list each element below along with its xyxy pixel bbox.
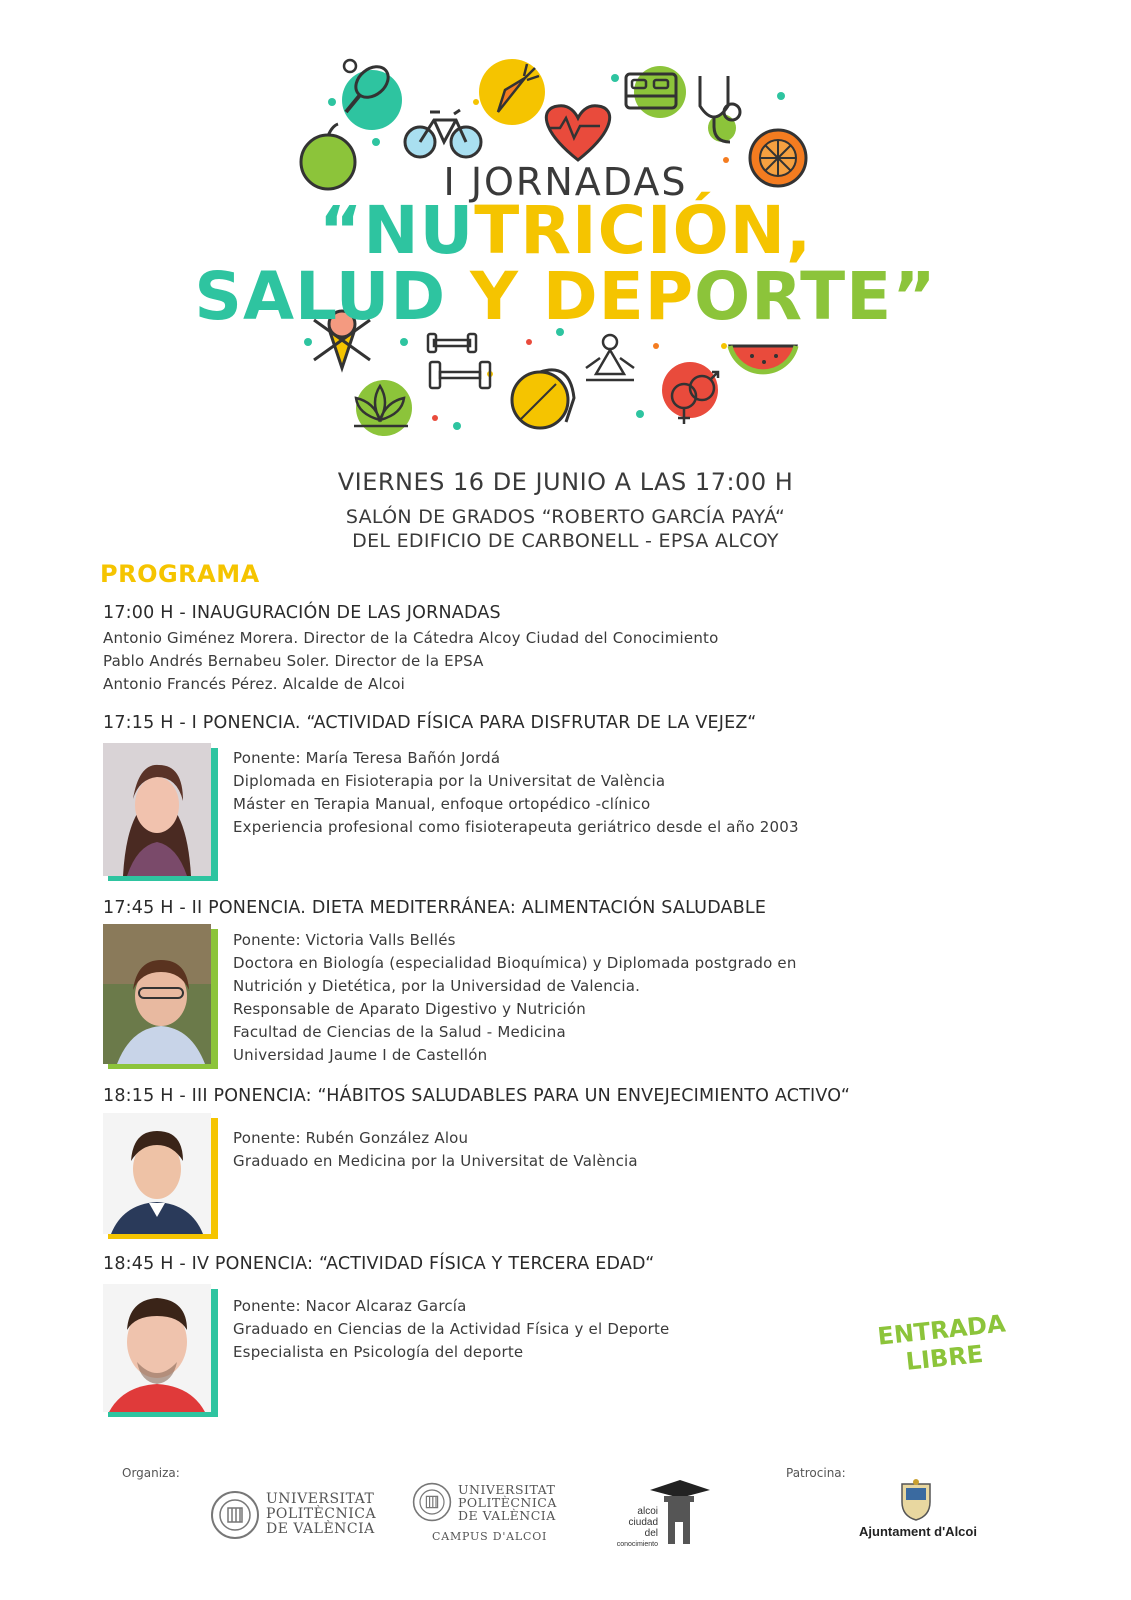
speaker-line: Graduado en Ciencias de la Actividad Física y el Deporte [233, 1320, 670, 1338]
title-part: Y DEP [446, 258, 695, 335]
speaker-photo-ponencia-3 [103, 1113, 211, 1234]
ajuntament-text: Ajuntament d'Alcoi [859, 1524, 977, 1539]
bicycle-icon [405, 110, 481, 157]
patrocina-label: Patrocina: [786, 1466, 846, 1480]
upv-text-line: UNIVERSITAT [266, 1491, 375, 1507]
session-title-ponencia-2: 17:45 H - II PONENCIA. DIETA MEDITERRÁNEA: ALIMENTACIÓN SALUDABLE [103, 898, 767, 918]
title-part: ORTE” [694, 258, 937, 335]
heart-pulse-icon [546, 106, 609, 160]
title-line-salud-deporte [0, 258, 1131, 335]
coat-of-arms-icon [898, 1478, 934, 1522]
speaker-line: Responsable de Aparato Digestivo y Nutrición [233, 1000, 587, 1018]
session-title-ponencia-3: 18:15 H - III PONENCIA: “HÁBITOS SALUDABLES PARA UN ENVEJECIMIENTO ACTIVO“ [103, 1086, 851, 1106]
dumbbell-icon [428, 334, 490, 388]
speaker-photo-ponencia-4 [103, 1284, 211, 1412]
gender-hearts-icon [662, 362, 718, 424]
event-edition-title: I JORNADAS [443, 160, 688, 204]
session-line: Antonio Francés Pérez. Alcalde de Alcoi [103, 675, 406, 693]
speaker-photo-ponencia-1 [103, 743, 211, 876]
yoga-icon [586, 335, 634, 380]
speaker-line: Ponente: Rubén González Alou [233, 1129, 469, 1147]
title-part: SALUD [194, 258, 447, 335]
speaker-line: Ponente: María Teresa Bañón Jordá [233, 749, 501, 767]
session-title-inauguracion: 17:00 H - INAUGURACIÓN DE LAS JORNADAS [103, 603, 501, 623]
campus-text: CAMPUS D'ALCOI [432, 1530, 548, 1543]
upv-text-line: POLITÈCNICA [266, 1506, 377, 1522]
session-title-ponencia-1: 17:15 H - I PONENCIA. “ACTIVIDAD FÍSICA PARA DISFRUTAR DE LA VEJEZ“ [103, 713, 757, 733]
speaker-line: Máster en Terapia Manual, enfoque ortopédico -clínico [233, 795, 651, 813]
upv-campus-alcoi-logo [412, 1482, 562, 1546]
entrada-line1: ENTRADA [876, 1309, 1007, 1351]
event-venue-line1: SALÓN DE GRADOS “ROBERTO GARCÍA PAYÁ“ [345, 506, 786, 528]
programa-heading: PROGRAMA [100, 560, 260, 588]
event-venue-line2: DEL EDIFICIO DE CARBONELL - EPSA ALCOY [352, 530, 779, 552]
speaker-line: Especialista en Psicología del deporte [233, 1343, 524, 1361]
speaker-line: Universidad Jaume I de Castellón [233, 1046, 488, 1064]
tennis-racket-icon [342, 60, 402, 130]
speaker-line: Doctora en Biología (especialidad Bioquímica) y Diplomada postgrado en [233, 954, 797, 972]
title-part: “NU [318, 192, 475, 269]
upv-seal-icon [210, 1490, 260, 1540]
ajuntament-alcoi-logo [858, 1478, 978, 1544]
speaker-line: Diplomada en Fisioterapia por la Universitat de València [233, 772, 666, 790]
alcoi-ciudad-conocimiento-logo [600, 1476, 720, 1548]
bed-icon [626, 66, 686, 118]
upv-text-line: UNIVERSITAT [458, 1482, 556, 1497]
upv-text-line: POLITÈCNICA [458, 1495, 557, 1510]
entrada-line2: LIBRE [904, 1339, 985, 1376]
carrot-icon [479, 59, 545, 125]
upv-seal-icon [412, 1482, 452, 1522]
alcoi-text-line: ciudad del [628, 1517, 658, 1539]
session-title-ponencia-4: 18:45 H - IV PONENCIA: “ACTIVIDAD FÍSICA Y TERCERA EDAD“ [103, 1254, 655, 1274]
speaker-line: Experiencia profesional como fisioterapeuta geriátrico desde el año 2003 [233, 818, 799, 836]
speaker-line: Graduado en Medicina por la Universitat de València [233, 1152, 638, 1170]
event-date: VIERNES 16 DE JUNIO A LAS 17:00 H [337, 468, 794, 496]
lotus-icon [354, 380, 412, 436]
alcoi-text-line: alcoi [637, 1506, 658, 1517]
speaker-line: Ponente: Victoria Valls Bellés [233, 931, 456, 949]
session-line: Pablo Andrés Bernabeu Soler. Director de la EPSA [103, 652, 484, 670]
alcoi-text-line: conocimiento [616, 1541, 658, 1548]
speaker-photo-ponencia-2 [103, 924, 211, 1064]
watermelon-icon [730, 346, 796, 372]
upv-text-line: DE VALÈNCIA [266, 1521, 375, 1537]
entrada-libre-badge [875, 1309, 1010, 1378]
session-line: Antonio Giménez Morera. Director de la Cátedra Alcoy Ciudad del Conocimiento [103, 629, 719, 647]
speaker-line: Ponente: Nacor Alcaraz García [233, 1297, 467, 1315]
stethoscope-icon [700, 76, 740, 142]
measuring-tape-icon [512, 370, 574, 428]
speaker-line: Nutrición y Dietética, por la Universidad de Valencia. [233, 977, 641, 995]
speaker-line: Facultad de Ciencias de la Salud - Medicina [233, 1023, 566, 1041]
upv-text-line: DE VALÈNCIA [458, 1508, 556, 1523]
organiza-label: Organiza: [122, 1466, 180, 1480]
upv-logo [210, 1490, 375, 1542]
title-part: TRICIÓN, [474, 192, 813, 269]
